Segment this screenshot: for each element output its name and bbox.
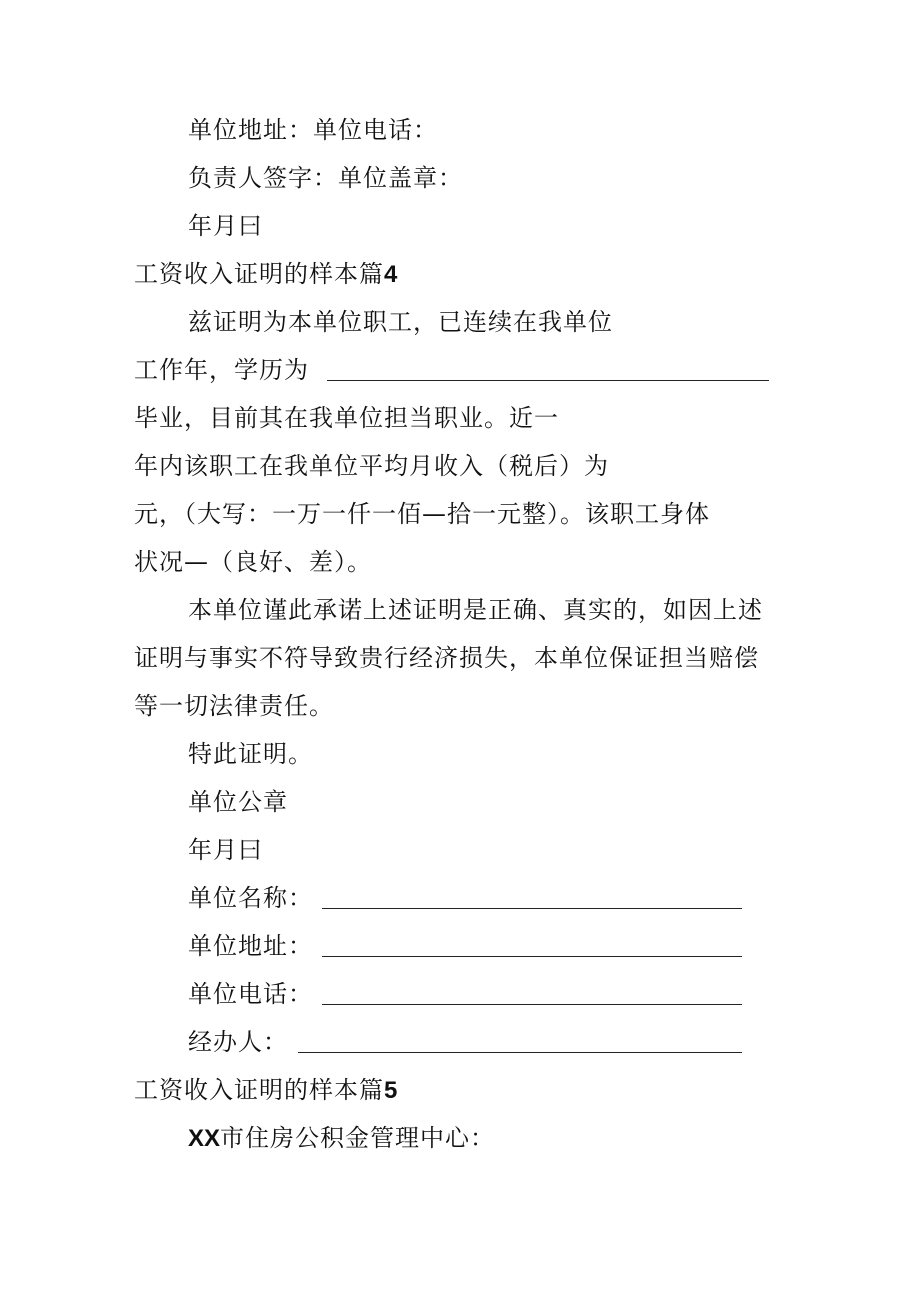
- closing-statement: 特此证明。: [188, 740, 313, 768]
- date-line: 年月曰: [188, 836, 263, 864]
- unit-seal-label: 单位公章: [188, 788, 288, 816]
- unit-name-label: 单位名称：: [188, 884, 313, 912]
- paragraph-line: 状况—（良好、差）。: [134, 548, 372, 576]
- section-heading-5: [134, 1074, 397, 1107]
- signature-seal-line: 负责人签字：单位盖章：: [188, 164, 463, 192]
- addressee-line: [188, 1122, 495, 1155]
- addressee-text: 市住房公积金管理中心：: [220, 1124, 496, 1152]
- paragraph-line: 本单位谨此承诺上述证明是正确、真实的，如因上述: [188, 596, 763, 624]
- section-heading-5-text: 工资收入证明的样本篇: [134, 1076, 384, 1104]
- handler-underline: [298, 1052, 742, 1053]
- unit-phone-label: 单位电话：: [188, 980, 313, 1008]
- addressee-city-placeholder: XX: [188, 1125, 221, 1152]
- paragraph-line: 兹证明为本单位职工，已连续在我单位: [188, 308, 613, 336]
- paragraph-line: 元，（大写：一万一仟一佰—拾一元整）。该职工身体: [134, 500, 710, 528]
- date-line: 年月曰: [188, 212, 263, 240]
- section-heading-4-number: 4: [384, 261, 398, 288]
- unit-phone-underline: [322, 1004, 742, 1005]
- unit-address-label: 单位地址：: [188, 932, 313, 960]
- paragraph-line: 毕业，目前其在我单位担当职业。近一: [134, 404, 559, 432]
- section-heading-4: [134, 258, 397, 291]
- paragraph-line: 工作年，学历为: [134, 356, 309, 384]
- paragraph-line: 等一切法律责任。: [134, 692, 334, 720]
- unit-address-phone-line: 单位地址：单位电话：: [188, 116, 438, 144]
- unit-name-underline: [322, 908, 742, 909]
- education-blank-underline: [327, 380, 769, 381]
- paragraph-line: 年内该职工在我单位平均月收入（税后）为: [134, 452, 609, 480]
- handler-label: 经办人：: [188, 1028, 288, 1056]
- section-heading-5-number: 5: [384, 1077, 398, 1104]
- unit-address-underline: [322, 956, 742, 957]
- paragraph-line: 证明与事实不符导致贵行经济损失，本单位保证担当赔偿: [134, 644, 759, 672]
- section-heading-4-text: 工资收入证明的样本篇: [134, 260, 384, 288]
